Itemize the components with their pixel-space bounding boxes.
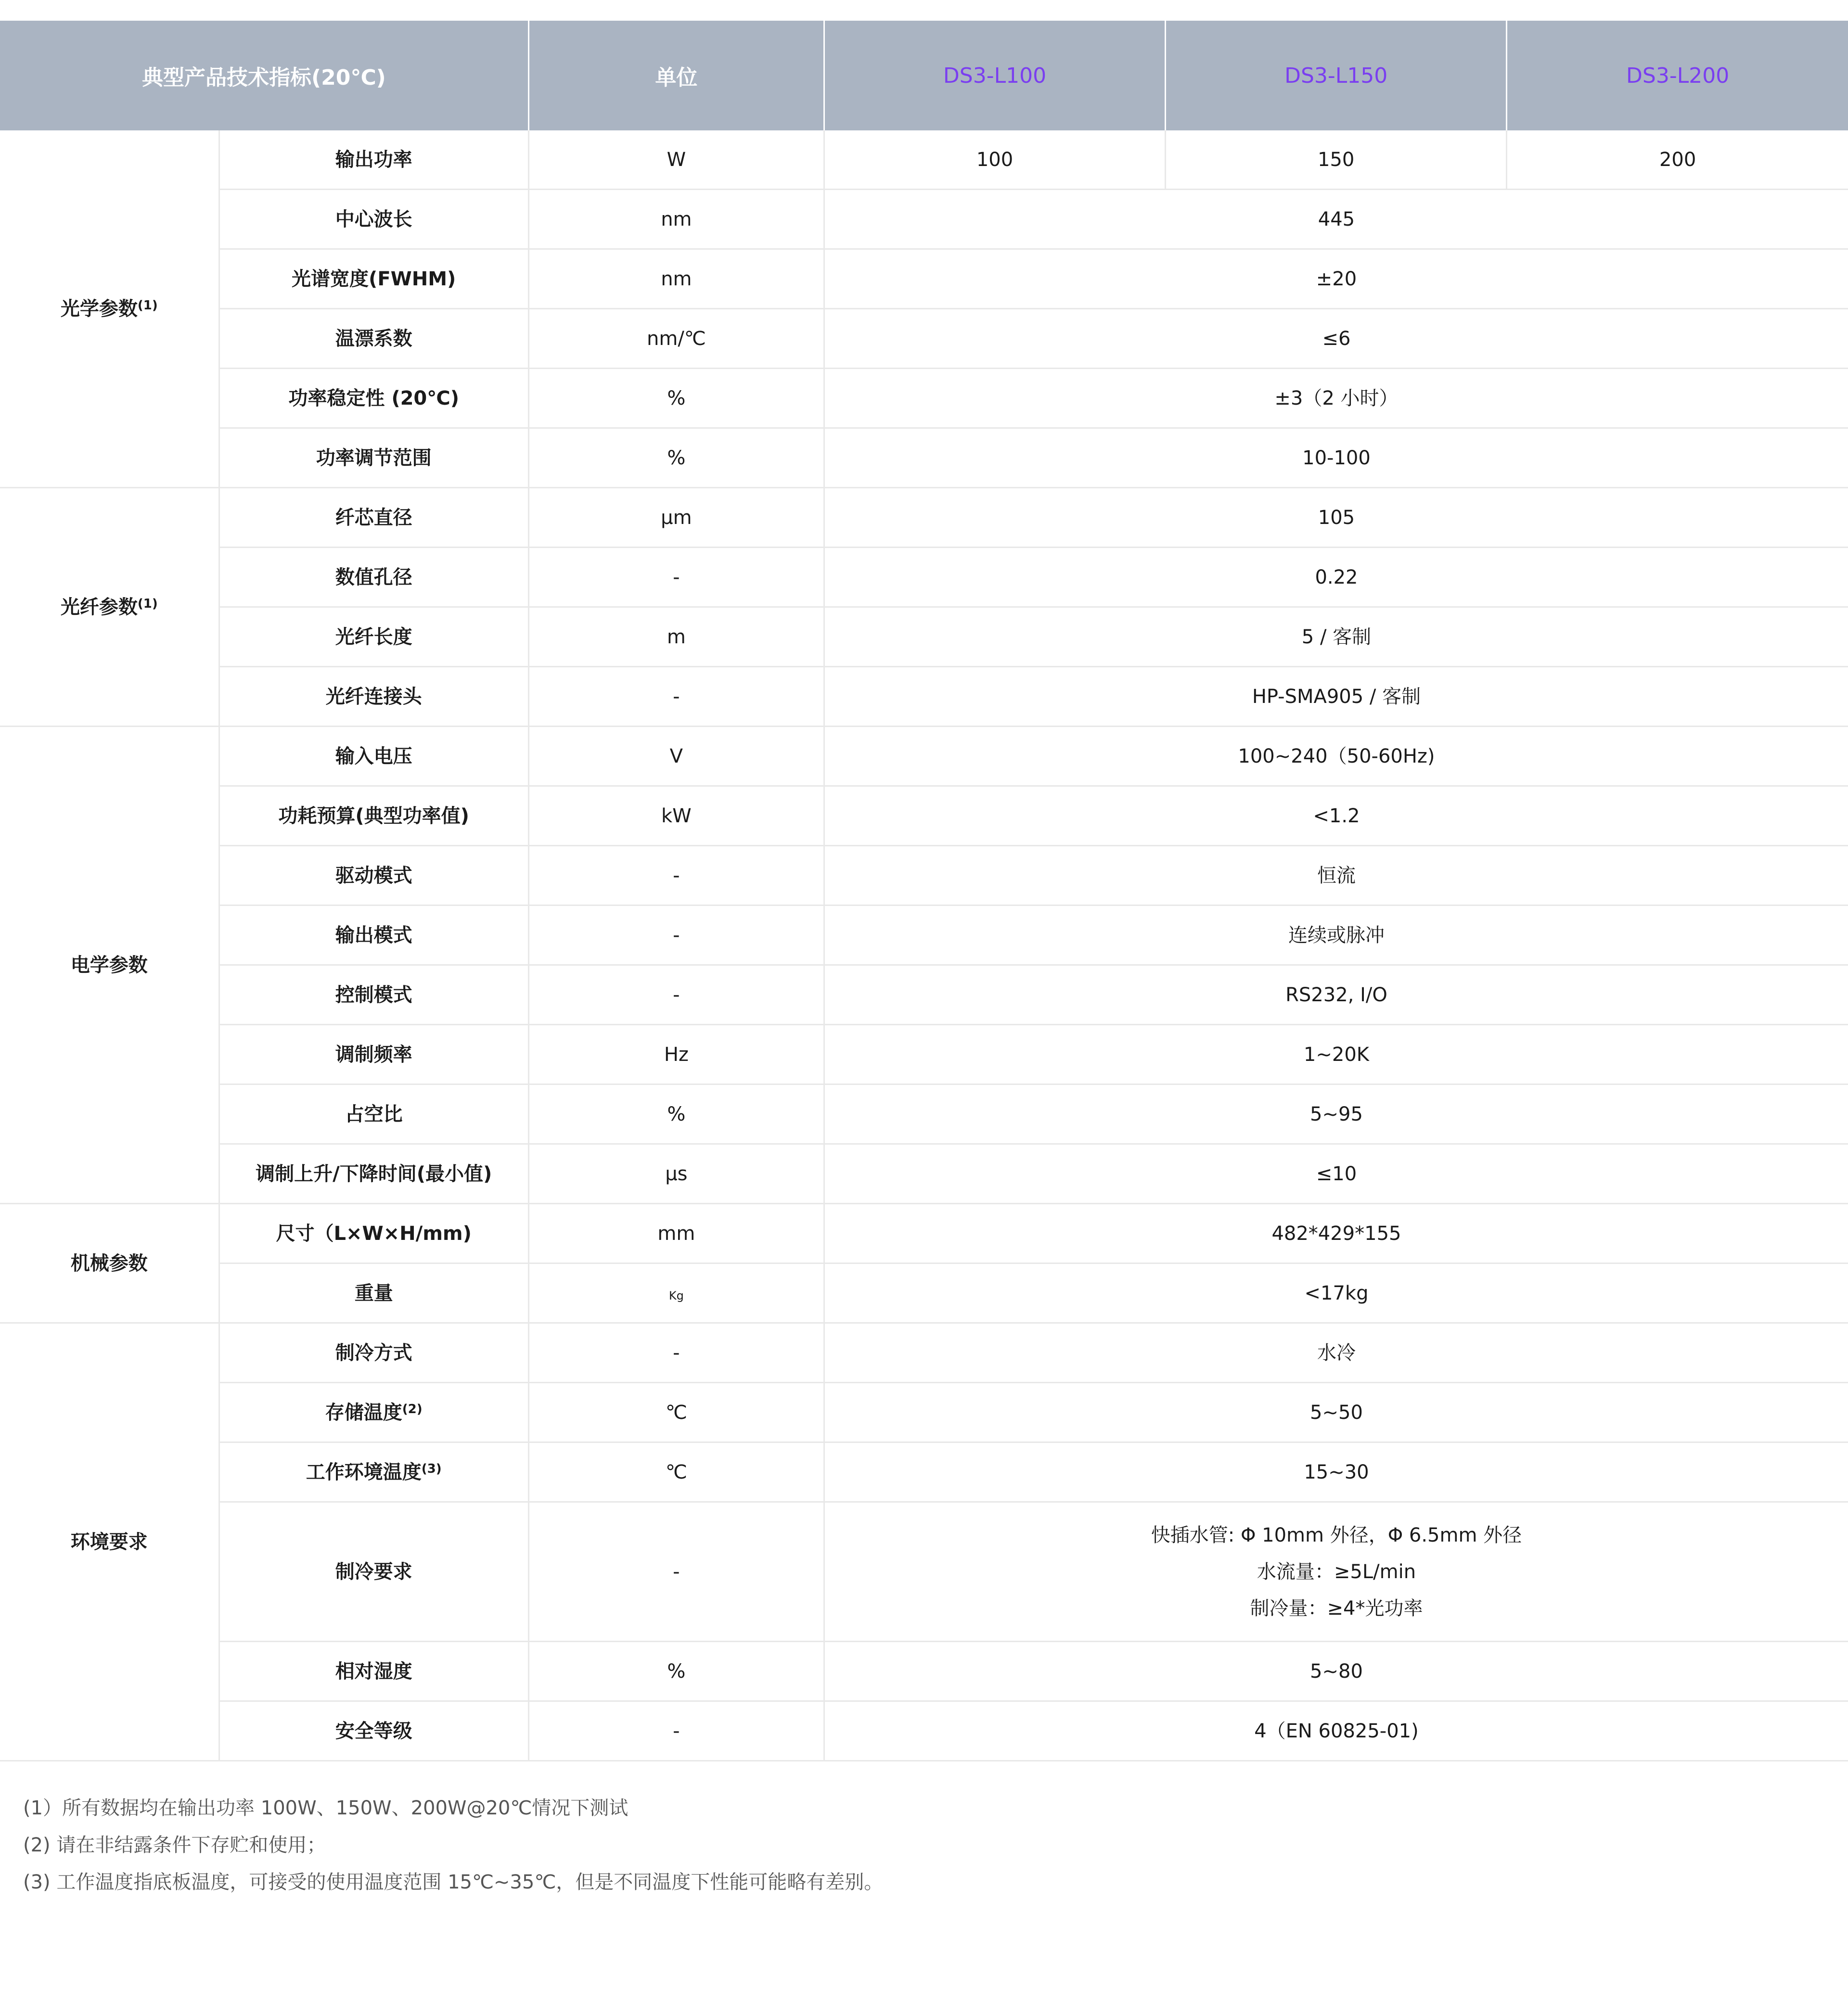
- param-unit-text: -: [673, 864, 680, 887]
- group-label: [0, 727, 219, 1204]
- spec-body: [0, 130, 1848, 1761]
- param-unit-text: -: [673, 924, 680, 946]
- header-model-3: DS3-L200: [1507, 21, 1848, 130]
- param-value: 4（EN 60825-01): [824, 1701, 1848, 1761]
- table-row: [0, 667, 1848, 727]
- param-value: 5~50: [824, 1383, 1848, 1442]
- param-name: [219, 428, 528, 488]
- param-unit-text: nm/℃: [647, 327, 706, 350]
- param-unit-text: -: [673, 1341, 680, 1364]
- param-name: [219, 1204, 528, 1263]
- param-value: 482*429*155: [824, 1204, 1848, 1263]
- param-value: <1.2: [824, 786, 1848, 846]
- group-label: [0, 488, 219, 727]
- param-unit-text: m: [667, 625, 686, 648]
- param-value: 100~240（50-60Hz): [824, 727, 1848, 786]
- param-name-text: 中心波长: [335, 208, 412, 230]
- group-note: (1): [137, 298, 158, 313]
- param-name: [219, 786, 528, 846]
- header-model-2: DS3-L150: [1166, 21, 1507, 130]
- table-row: [0, 1383, 1848, 1442]
- param-name-text: 调制频率: [335, 1043, 412, 1066]
- group-label: [0, 1204, 219, 1323]
- param-unit-text: -: [673, 1720, 680, 1742]
- param-unit: [528, 488, 824, 548]
- param-unit-text: %: [667, 387, 686, 409]
- param-unit: [528, 1323, 824, 1383]
- group-note: (1): [137, 596, 158, 611]
- param-unit-text: Hz: [664, 1043, 689, 1066]
- param-unit: [528, 369, 824, 428]
- param-name-text: 驱动模式: [335, 864, 412, 887]
- param-value: 恒流: [824, 846, 1848, 906]
- param-note: (2): [402, 1402, 423, 1416]
- param-name: [219, 1642, 528, 1701]
- param-value-line: 快插水管: Φ 10mm 外径，Φ 6.5mm 外径: [1151, 1524, 1522, 1546]
- table-row: [0, 1642, 1848, 1701]
- param-value: 105: [824, 488, 1848, 548]
- header-model-1: DS3-L100: [824, 21, 1165, 130]
- param-name-text: 占空比: [345, 1103, 403, 1125]
- param-name-text: 温漂系数: [335, 327, 412, 350]
- param-unit-text: %: [667, 1660, 686, 1683]
- group-label-text: 光纤参数: [60, 596, 138, 618]
- param-unit-text: Kg: [668, 1288, 684, 1302]
- param-note: (3): [421, 1461, 442, 1476]
- param-name: [219, 667, 528, 727]
- param-value: ±3（2 小时）: [824, 369, 1848, 428]
- param-value: ≤6: [824, 309, 1848, 369]
- param-name: [219, 249, 528, 309]
- param-unit: [528, 667, 824, 727]
- param-unit-text: nm: [661, 208, 692, 230]
- param-name: [219, 488, 528, 548]
- param-name: [219, 1263, 528, 1323]
- param-unit-text: W: [667, 148, 686, 171]
- param-unit: [528, 190, 824, 249]
- param-value: HP-SMA905 / 客制: [824, 667, 1848, 727]
- param-name-text: 功率调节范围: [316, 446, 432, 469]
- param-value: 445: [824, 190, 1848, 249]
- param-value: 5 / 客制: [824, 607, 1848, 667]
- param-name: [219, 1025, 528, 1084]
- param-unit-text: μs: [665, 1162, 688, 1185]
- param-name-text: 重量: [354, 1282, 393, 1304]
- param-name-text: 输出功率: [335, 148, 412, 171]
- param-unit: [528, 1144, 824, 1204]
- param-unit: [528, 1204, 824, 1263]
- param-unit-text: -: [673, 566, 680, 588]
- param-value: [824, 1502, 1848, 1642]
- param-name-text: 尺寸（L×W×H/mm): [276, 1222, 472, 1245]
- table-row: [0, 190, 1848, 249]
- param-value: <17kg: [824, 1263, 1848, 1323]
- param-name: [219, 309, 528, 369]
- param-name-text: 光纤连接头: [325, 685, 422, 708]
- param-unit-text: kW: [661, 804, 692, 827]
- param-unit-text: V: [669, 745, 683, 767]
- param-unit-text: μm: [661, 506, 692, 529]
- param-value: 1~20K: [824, 1025, 1848, 1084]
- param-value: 10-100: [824, 428, 1848, 488]
- param-unit-text: ℃: [665, 1401, 687, 1424]
- param-name: [219, 846, 528, 906]
- param-name: [219, 1144, 528, 1204]
- table-row: [0, 1144, 1848, 1204]
- param-name-text: 数值孔径: [335, 566, 412, 588]
- param-value-line: 制冷量：≥4*光功率: [1250, 1597, 1423, 1620]
- param-unit-text: nm: [661, 268, 692, 290]
- group-label-text: 机械参数: [70, 1252, 148, 1275]
- param-unit-text: mm: [657, 1222, 695, 1245]
- param-name-text: 光谱宽度(FWHM): [292, 268, 456, 290]
- param-value: 5~80: [824, 1642, 1848, 1701]
- param-value: RS232, I/O: [824, 965, 1848, 1025]
- param-unit-text: -: [673, 685, 680, 708]
- param-name: [219, 1084, 528, 1144]
- param-name: [219, 1502, 528, 1642]
- param-unit-text: -: [673, 1560, 680, 1583]
- param-value: 150: [1166, 130, 1507, 190]
- param-name-text: 存储温度: [325, 1401, 402, 1424]
- param-value: 5~95: [824, 1084, 1848, 1144]
- table-row: [0, 786, 1848, 846]
- footnote-1: (1）所有数据均在输出功率 100W、150W、200W@20℃情况下测试: [23, 1797, 629, 1819]
- param-unit: [528, 428, 824, 488]
- param-value: 0.22: [824, 548, 1848, 607]
- group-label-text: 电学参数: [70, 954, 148, 976]
- param-name-text: 输出模式: [335, 924, 412, 946]
- param-name: [219, 130, 528, 190]
- table-row: [0, 1263, 1848, 1323]
- param-value: 100: [824, 130, 1165, 190]
- table-row: [0, 965, 1848, 1025]
- group-label-text: 环境要求: [70, 1531, 148, 1553]
- header-title: 典型产品技术指标(20℃): [0, 21, 528, 130]
- param-value-line: 水流量：≥5L/min: [1257, 1560, 1416, 1583]
- param-name-text: 功耗预算(典型功率值): [278, 804, 469, 827]
- param-unit-text: -: [673, 983, 680, 1006]
- table-row: [0, 1204, 1848, 1263]
- param-value: 水冷: [824, 1323, 1848, 1383]
- footnote-3: (3) 工作温度指底板温度，可接受的使用温度范围 15℃~35℃，但是不同温度下性能可能略有差别。: [23, 1871, 884, 1893]
- header-unit: 单位: [528, 21, 824, 130]
- param-unit-text: ℃: [665, 1461, 687, 1483]
- table-row: [0, 488, 1848, 548]
- param-unit: [528, 727, 824, 786]
- group-label: [0, 130, 219, 488]
- param-unit: [528, 1084, 824, 1144]
- param-name: [219, 906, 528, 965]
- param-name-text: 控制模式: [335, 983, 412, 1006]
- param-name-text: 安全等级: [335, 1720, 412, 1742]
- table-row: [0, 249, 1848, 309]
- footnote-2: (2) 请在非结露条件下存贮和使用；: [23, 1834, 326, 1856]
- param-name-text: 功率稳定性 (20℃): [288, 387, 459, 409]
- param-unit-text: %: [667, 1103, 686, 1125]
- param-value: ≤10: [824, 1144, 1848, 1204]
- param-unit: [528, 846, 824, 906]
- table-row: [0, 130, 1848, 190]
- table-row: [0, 1442, 1848, 1502]
- param-unit: [528, 1642, 824, 1701]
- param-name: [219, 548, 528, 607]
- param-name: [219, 369, 528, 428]
- param-name-text: 工作环境温度: [306, 1461, 422, 1483]
- param-unit: [528, 965, 824, 1025]
- param-unit: [528, 249, 824, 309]
- param-unit: [528, 1502, 824, 1642]
- table-row: [0, 1502, 1848, 1642]
- param-name-text: 输入电压: [335, 745, 412, 767]
- param-unit: [528, 786, 824, 846]
- param-name: [219, 965, 528, 1025]
- table-row: [0, 1701, 1848, 1761]
- table-row: [0, 1323, 1848, 1383]
- table-row: [0, 1025, 1848, 1084]
- table-row: [0, 428, 1848, 488]
- param-value: ±20: [824, 249, 1848, 309]
- param-unit: [528, 906, 824, 965]
- table-row: [0, 607, 1848, 667]
- param-name: [219, 607, 528, 667]
- param-unit: [528, 1701, 824, 1761]
- param-unit: [528, 1442, 824, 1502]
- param-name-text: 相对湿度: [335, 1660, 412, 1683]
- param-unit: [528, 1383, 824, 1442]
- table-row: [0, 727, 1848, 786]
- group-label-text: 光学参数: [60, 297, 138, 320]
- param-name: [219, 1323, 528, 1383]
- param-name: [219, 1383, 528, 1442]
- param-unit-text: %: [667, 446, 686, 469]
- table-row: [0, 369, 1848, 428]
- param-name: [219, 1442, 528, 1502]
- param-name-text: 纤芯直径: [335, 506, 412, 529]
- footnotes: [23, 1790, 883, 1901]
- table-row: [0, 1084, 1848, 1144]
- param-value: 连续或脉冲: [824, 906, 1848, 965]
- param-name: [219, 727, 528, 786]
- param-unit: [528, 1263, 824, 1323]
- param-value: 15~30: [824, 1442, 1848, 1502]
- param-unit: [528, 130, 824, 190]
- table-row: [0, 309, 1848, 369]
- param-unit: [528, 1025, 824, 1084]
- spec-table: [0, 21, 1848, 1761]
- param-name-text: 调制上升/下降时间(最小值): [256, 1162, 492, 1185]
- param-name-text: 制冷方式: [335, 1341, 412, 1364]
- param-unit: [528, 548, 824, 607]
- param-name: [219, 1701, 528, 1761]
- table-row: [0, 846, 1848, 906]
- table-row: [0, 906, 1848, 965]
- group-label: [0, 1323, 219, 1761]
- param-name-text: 光纤长度: [335, 625, 412, 648]
- param-value: 200: [1507, 130, 1848, 190]
- param-name: [219, 190, 528, 249]
- header-row: [0, 21, 1848, 130]
- param-unit: [528, 607, 824, 667]
- table-row: [0, 548, 1848, 607]
- param-name-text: 制冷要求: [335, 1560, 412, 1583]
- param-unit: [528, 309, 824, 369]
